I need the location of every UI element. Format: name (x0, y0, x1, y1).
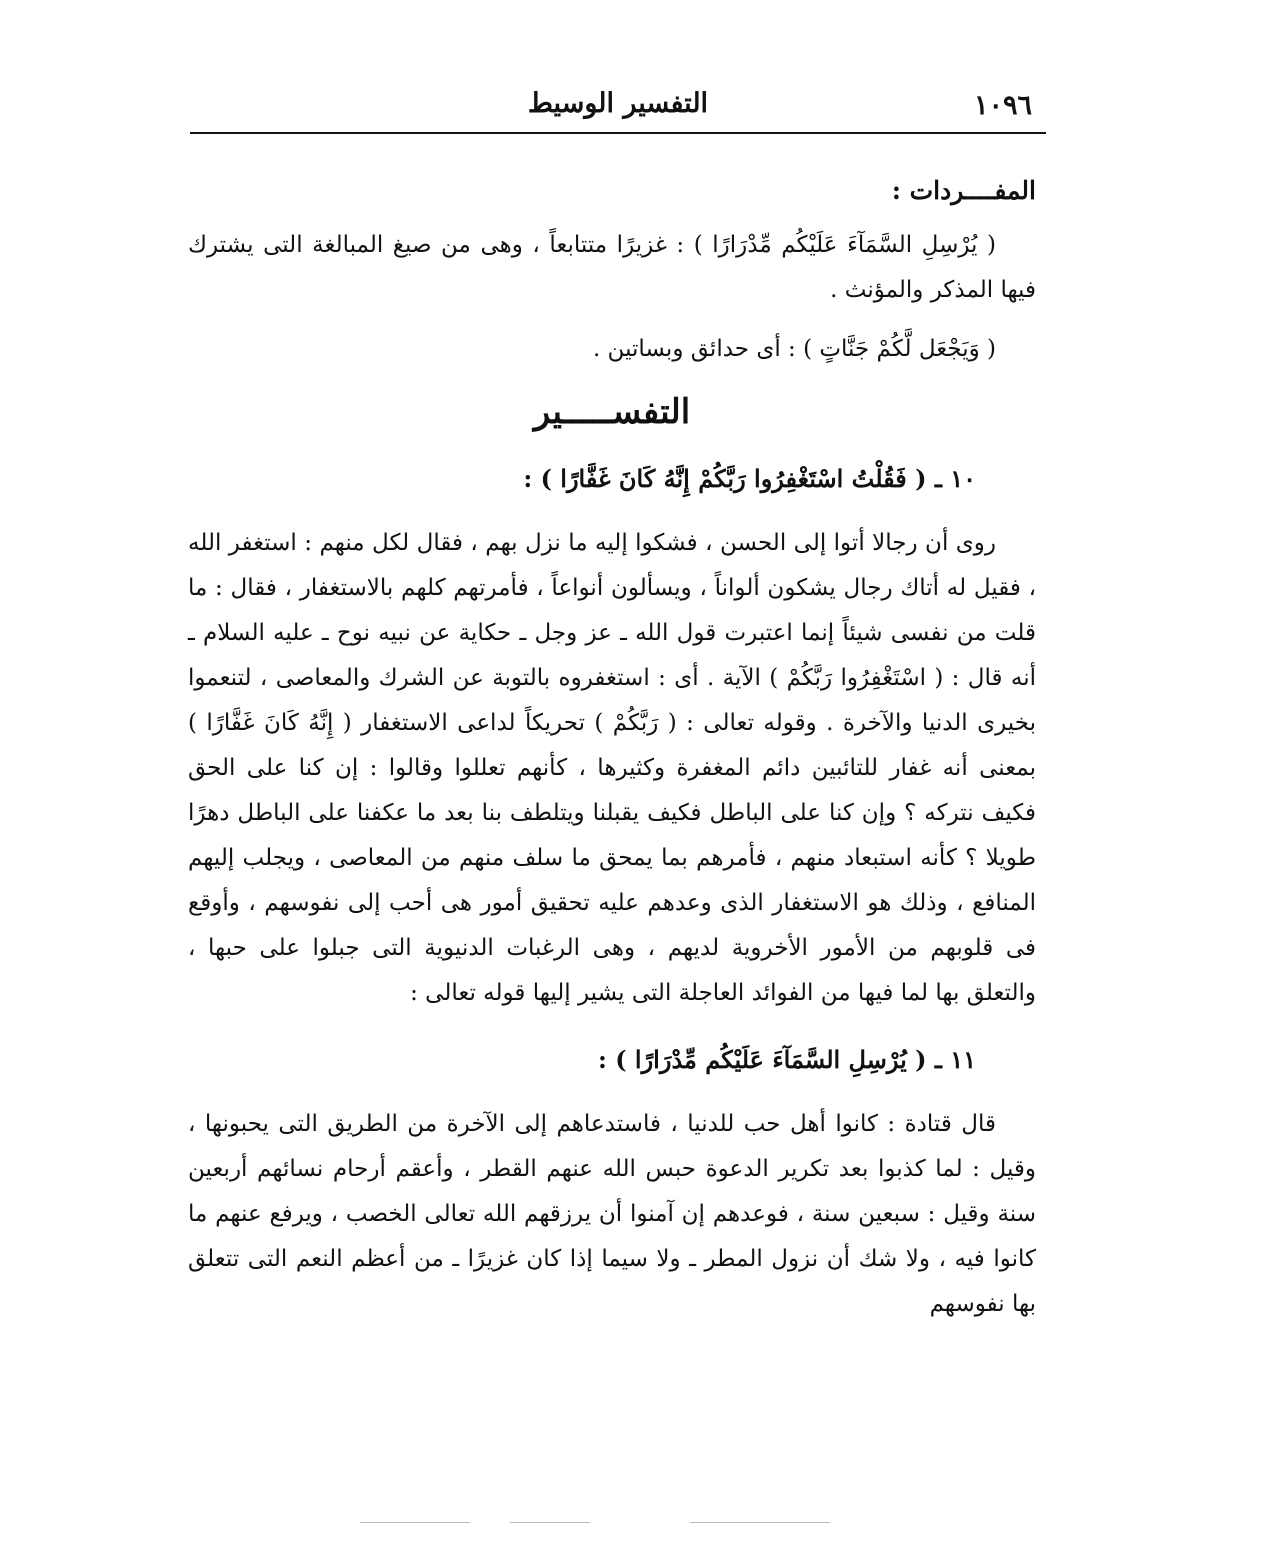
vocabulary-entry-1: ( يُرْسِلِ السَّمَآءَ عَلَيْكُم مِّدْرَارًا ) : غزيرًا متتابعاً ، وهى من صيغ المبالغة التى يشترك فيها المذكر والمؤنث . (188, 232, 1036, 303)
verse-10-commentary: روى أن رجالا أتوا إلى الحسن ، فشكوا إليه ما نزل بهم ، فقال لكل منهم : استغفر الله ، فقيل له أتاك رجال يشكون ألواناً ، ويسألون أنواعاً ، فأمرتهم كلهم بالاستغفار ، فقال : ما قلت من نفسى شيئاً إنما اعتبرت قول الله ـ عز وجل ـ حكاية عن نبيه نوح ـ عليه السلام ـ أنه قال : ( اسْتَغْفِرُوا رَبَّكُمْ ) الآية . أى : استغفروه بالتوبة عن الشرك والمعاصى ، لتنعموا بخيرى الدنيا والآخرة . وقوله تعالى : ( رَبَّكُمْ ) تحريكاً لداعى الاستغفار ( إِنَّهُ كَانَ غَفَّارًا ) بمعنى أنه غفار للتائبين دائم المغفرة وكثيرها ، كأنهم تعللوا وقالوا : إن كنا على الحق فكيف نتركه ؟ وإن كنا على الباطل فكيف يقبلنا ويتلطف بنا بعد ما عكفنا على الباطل دهرًا طويلا ؟ كأنه استبعاد منهم ، فأمرهم بما يمحق ما سلف منهم من المعاصى ، ويجلب إليهم المنافع ، وذلك هو الاستغفار الذى وعدهم عليه تحقيق أمور هى أحب إلى نفوسهم ، وأوقع فى قلوبهم من الأمور الأخروية لديهم ، وهى الرغبات الدنيوية التى جبلوا على حبها ، والتعلق بها لما فيها من الفوائد العاجلة التى يشير إليها قوله تعالى : (188, 530, 1036, 1006)
verse-10-heading: ١٠ ـ ( فَقُلْتُ اسْتَغْفِرُوا رَبَّكُمْ إِنَّهُ كَانَ غَفَّارًا ) : (523, 464, 976, 493)
verse-11-commentary: قال قتادة : كانوا أهل حب للدنيا ، فاستدعاهم إلى الآخرة من الطريق التى يحبونها ، وقيل : لما كذبوا بعد تكرير الدعوة حبس الله عنهم القطر ، وأعقم أرحام نسائهم أربعين سنة وقيل : سبعين سنة ، فوعدهم إن آمنوا أن يرزقهم الله تعالى الخصب ، ويرفع عنهم ما كانوا فيه ، ولا شك أن نزول المطر ـ ولا سيما إذا كان غزيرًا ـ من أعظم النعم التى تتعلق بها نفوسهم (188, 1111, 1036, 1317)
scan-artifact-lines (360, 1522, 920, 1528)
page-body (188, 168, 1036, 1327)
page-number: ١٠٩٦ (973, 90, 1032, 121)
header-rule (190, 132, 1046, 134)
running-title: التفسير الوسيط (527, 88, 709, 119)
page-header (190, 88, 1046, 128)
verse-11-heading: ١١ ـ ( يُرْسِلِ السَّمَآءَ عَلَيْكُم مِّدْرَارًا ) : (598, 1045, 976, 1074)
vocabulary-entry-2: ( وَيَجْعَل لَّكُمْ جَنَّاتٍ ) : أى حدائق وبساتين . (592, 336, 996, 362)
vocabulary-label: المفــــردات : (891, 176, 1036, 205)
section-title: التفســـــير (533, 392, 691, 432)
